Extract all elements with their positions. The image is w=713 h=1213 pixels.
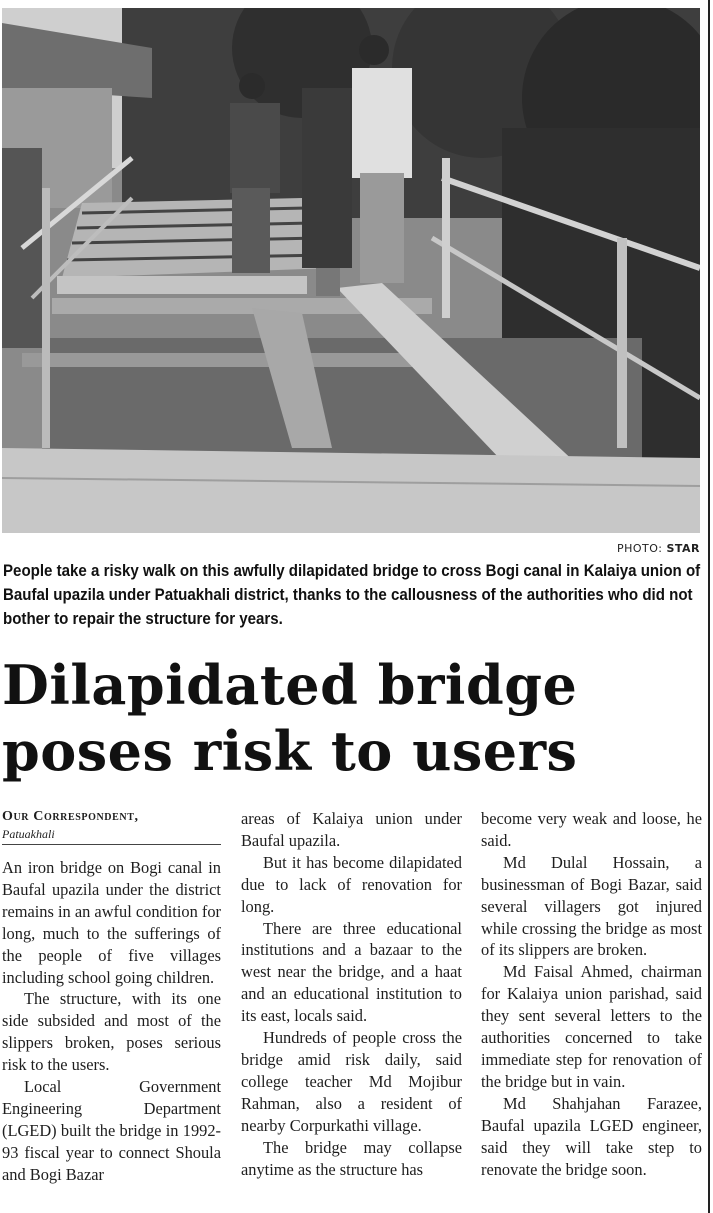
- column-rule: [708, 0, 710, 1213]
- headline: Dilapidated bridge poses risk to users: [2, 653, 578, 783]
- paragraph: Hundreds of people cross the bridge amid risk daily, said college teacher Md Mojibur Rahman, also a resident of nearby Corpurkathi village.: [241, 1028, 462, 1135]
- photo-credit-source: STAR: [666, 542, 700, 555]
- photo-credit-label: PHOTO:: [616, 542, 663, 555]
- paragraph: become very weak and loose, he said.: [481, 809, 702, 850]
- paragraph: An iron bridge on Bogi canal in Baufal upazila under the district remains in an awful condition for long, much to the sufferings of the people of five villages including school going children.: [2, 858, 221, 987]
- article-column-1: [2, 808, 221, 1186]
- paragraph: areas of Kalaiya union under Baufal upazila.: [241, 809, 462, 850]
- photo-caption: People take a risky walk on this awfully dilapidated bridge to cross Bogi canal in Kalaiya union of Baufal upazila under Patuakhali district, thanks to the callousness of the authorities who did not bother to repair the structure for years.: [3, 562, 701, 628]
- paragraph: There are three educational institutions and a bazaar to the west near the bridge, and a haat and an educational institution to its east, locals said.: [241, 918, 462, 1026]
- paragraph: Md Dulal Hossain, a businessman of Bogi Bazar, said several villagers got injured while crossing the bridge as most of its slippers are broken.: [481, 852, 702, 960]
- paragraph: Local Government Engineering Department (LGED) built the bridge in 1992-93 fiscal year to connect Shoula and Bogi Bazar: [2, 1077, 221, 1184]
- paragraph: Md Shahjahan Farazee, Baufal upazila LGED engineer, said they will take step to renovate the bridge soon.: [481, 1093, 702, 1179]
- byline: [2, 808, 221, 845]
- paragraph: The bridge may collapse anytime as the structure has: [241, 1137, 462, 1179]
- bridge-photo-illustration: [2, 8, 700, 533]
- byline-dateline: Patuakhali: [2, 827, 55, 841]
- paragraph: Md Faisal Ahmed, chairman for Kalaiya union parishad, said they sent several letters to the authorities concerned to take immediate step for renovation of the bridge but in vain.: [481, 962, 702, 1091]
- news-photo: [2, 8, 700, 533]
- article-column-3: [481, 808, 702, 1180]
- photo-credit: [0, 542, 700, 555]
- article-column-2: [241, 808, 462, 1180]
- paragraph: But it has become dilapidated due to lack of renovation for long.: [241, 852, 462, 916]
- byline-author: Our Correspondent,: [2, 809, 139, 824]
- paragraph: The structure, with its one side subsided and most of the slippers broken, poses serious risk to the users.: [2, 989, 221, 1075]
